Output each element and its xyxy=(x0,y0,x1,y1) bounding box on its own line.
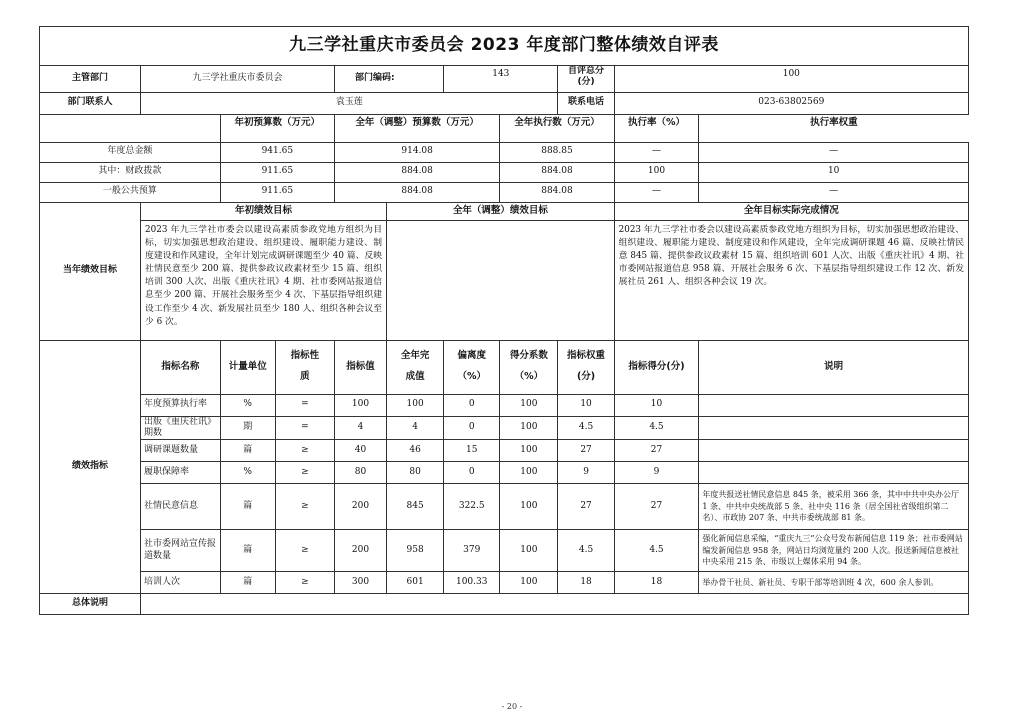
ind-nature: ≥ xyxy=(275,484,334,530)
ind-unit: % xyxy=(220,394,275,416)
ind-name: 社市委网站宣传报道数量 xyxy=(141,530,221,572)
ind-name: 出版《重庆社讯》期数 xyxy=(141,416,221,440)
ind-value: 80 xyxy=(334,462,386,484)
ind-weight: 10 xyxy=(558,394,614,416)
table-row xyxy=(40,416,969,440)
budget-cell: 100 xyxy=(614,162,699,182)
ind-score: 27 xyxy=(614,440,699,462)
ind-note xyxy=(699,416,969,440)
ind-score: 10 xyxy=(614,394,699,416)
phone-value: 023-63802569 xyxy=(614,92,968,114)
ind-done: 4 xyxy=(387,416,444,440)
budget-cell: 10 xyxy=(699,162,969,182)
ind-value: 40 xyxy=(334,440,386,462)
ind-note: 年度共报送社情民意信息 845 条，被采用 366 条，其中中共中央办公厅 1 条、中共中央统战部 5 条、社中央 116 条（居全国社省级组织第二名）、市政协 207 条、中共市委统战部 81 条。 xyxy=(699,484,969,530)
budget-row-label: 其中：财政拨款 xyxy=(40,162,221,182)
budget-header: 年初预算数（万元） xyxy=(220,114,334,142)
ind-score: 9 xyxy=(614,462,699,484)
ind-done: 46 xyxy=(387,440,444,462)
budget-header: 全年执行数（万元） xyxy=(500,114,614,142)
goals-initial-header: 年初绩效目标 xyxy=(141,202,387,220)
table-row xyxy=(40,394,969,416)
contact-label: 部门联系人 xyxy=(40,92,141,114)
table-row xyxy=(40,572,969,594)
contact-value: 袁玉莲 xyxy=(141,92,558,114)
ind-header-weight: 指标权重 (分) xyxy=(558,340,614,394)
ind-name: 培训人次 xyxy=(141,572,221,594)
ind-unit: 篇 xyxy=(220,484,275,530)
goals-adjusted-header: 全年（调整）绩效目标 xyxy=(387,202,615,220)
ind-coef: 100 xyxy=(500,572,558,594)
ind-header-coef: 得分系数 （%） xyxy=(500,340,558,394)
dept-label: 主管部门 xyxy=(40,66,141,93)
budget-cell: — xyxy=(614,142,699,162)
ind-done: 80 xyxy=(387,462,444,484)
ind-dev: 0 xyxy=(444,462,500,484)
ind-name: 社情民意信息 xyxy=(141,484,221,530)
budget-cell: 914.08 xyxy=(334,142,499,162)
budget-header: 执行率权重 xyxy=(699,114,969,142)
ind-note: 举办骨干社员、新社员、专职干部等培训班 4 次，600 余人参训。 xyxy=(699,572,969,594)
goals-actual-header: 全年目标实际完成情况 xyxy=(614,202,968,220)
budget-row-label: 一般公共预算 xyxy=(40,182,221,202)
ind-unit: 篇 xyxy=(220,572,275,594)
budget-corner xyxy=(40,114,221,142)
evaluation-table xyxy=(39,26,969,615)
budget-header: 执行率（%） xyxy=(614,114,699,142)
ind-value: 300 xyxy=(334,572,386,594)
ind-value: 200 xyxy=(334,530,386,572)
ind-unit: % xyxy=(220,462,275,484)
ind-score: 4.5 xyxy=(614,530,699,572)
ind-header-value: 指标值 xyxy=(334,340,386,394)
indicators-section-label: 绩效指标 xyxy=(40,340,141,594)
ind-nature: ≥ xyxy=(275,440,334,462)
budget-cell: — xyxy=(699,142,969,162)
score-label: 自评总分(分) xyxy=(558,66,614,93)
ind-coef: 100 xyxy=(500,530,558,572)
ind-value: 200 xyxy=(334,484,386,530)
budget-row-label: 年度总金额 xyxy=(40,142,221,162)
ind-weight: 9 xyxy=(558,462,614,484)
budget-cell: 941.65 xyxy=(220,142,334,162)
ind-coef: 100 xyxy=(500,484,558,530)
ind-score: 27 xyxy=(614,484,699,530)
ind-header-done: 全年完 成值 xyxy=(387,340,444,394)
ind-name: 年度预算执行率 xyxy=(141,394,221,416)
budget-cell: 884.08 xyxy=(500,182,614,202)
ind-header-score: 指标得分(分) xyxy=(614,340,699,394)
ind-done: 958 xyxy=(387,530,444,572)
budget-cell: 911.65 xyxy=(220,162,334,182)
ind-score: 4.5 xyxy=(614,416,699,440)
ind-nature: ≥ xyxy=(275,530,334,572)
table-row xyxy=(40,530,969,572)
phone-label: 联系电话 xyxy=(558,92,614,114)
ind-note xyxy=(699,462,969,484)
code-value: 143 xyxy=(444,66,558,93)
ind-value: 100 xyxy=(334,394,386,416)
summary-label: 总体说明 xyxy=(40,594,141,615)
goals-actual-text: 2023 年九三学社市委会以建设高素质参政党地方组织为目标，切实加强思想政治建设、组织建设、履职能力建设、制度建设和作风建设，全年完成调研课题 46 篇、反映社情民意 845 篇、提供参政议政素材 15 篇、组织培训 601 人次、出版《重庆社讯》4 期、社市委网站报道信息 958 篇、开展社会服务 6 次、下基层指导组织建设工作 12 次、新发展社员 261 人、组织各种会议 19 次。 xyxy=(614,220,968,340)
table-row xyxy=(40,440,969,462)
ind-unit: 篇 xyxy=(220,440,275,462)
ind-nature: = xyxy=(275,394,334,416)
dept-value: 九三学社重庆市委员会 xyxy=(141,66,335,93)
table-row xyxy=(40,462,969,484)
ind-note xyxy=(699,440,969,462)
ind-weight: 27 xyxy=(558,484,614,530)
ind-unit: 期 xyxy=(220,416,275,440)
code-label: 部门编码: xyxy=(334,66,443,93)
ind-weight: 4.5 xyxy=(558,416,614,440)
ind-name: 调研课题数量 xyxy=(141,440,221,462)
budget-cell: — xyxy=(614,182,699,202)
ind-done: 845 xyxy=(387,484,444,530)
ind-header-note: 说明 xyxy=(699,340,969,394)
budget-cell: 884.08 xyxy=(334,182,499,202)
ind-dev: 0 xyxy=(444,394,500,416)
ind-note xyxy=(699,394,969,416)
ind-unit: 篇 xyxy=(220,530,275,572)
ind-coef: 100 xyxy=(500,440,558,462)
ind-nature: = xyxy=(275,416,334,440)
ind-dev: 379 xyxy=(444,530,500,572)
budget-cell: 911.65 xyxy=(220,182,334,202)
budget-header: 全年（调整）预算数（万元） xyxy=(334,114,499,142)
ind-nature: ≥ xyxy=(275,462,334,484)
ind-value: 4 xyxy=(334,416,386,440)
ind-dev: 0 xyxy=(444,416,500,440)
page-number: - 20 - xyxy=(501,702,523,711)
table-row xyxy=(40,484,969,530)
ind-coef: 100 xyxy=(500,462,558,484)
budget-cell: 888.85 xyxy=(500,142,614,162)
page-title: 九三学社重庆市委员会 2023 年度部门整体绩效自评表 xyxy=(40,27,969,66)
budget-cell: 884.08 xyxy=(334,162,499,182)
ind-coef: 100 xyxy=(500,394,558,416)
ind-coef: 100 xyxy=(500,416,558,440)
goals-initial-text: 2023 年九三学社市委会以建设高素质参政党地方组织为目标，切实加强思想政治建设、组织建设、履职能力建设、制度建设和作风建设，全年计划完成调研课题至少 40 篇、反映社情民意至少 200 篇、提供参政议政素材至少 15 篇、组织培训 300 人次、出版《重庆社讯》4 期、社市委网站报道信息至少 200 篇、开展社会服务至少 4 次、下基层指导组织建设工作至少 4 次、新发展社员至少 180 人、组织各种会议至少 6 次。 xyxy=(141,220,387,340)
ind-weight: 27 xyxy=(558,440,614,462)
summary-value xyxy=(141,594,969,615)
ind-header-dev: 偏离度 （%） xyxy=(444,340,500,394)
ind-name: 履职保障率 xyxy=(141,462,221,484)
budget-cell: 884.08 xyxy=(500,162,614,182)
ind-nature: ≥ xyxy=(275,572,334,594)
ind-done: 100 xyxy=(387,394,444,416)
ind-weight: 4.5 xyxy=(558,530,614,572)
ind-dev: 322.5 xyxy=(444,484,500,530)
score-value: 100 xyxy=(614,66,968,93)
goals-adjusted-text xyxy=(387,220,615,340)
ind-note: 强化新闻信息采编，“重庆九三”公众号发布新闻信息 119 条；社市委网站编发新闻信息 958 条，网站日均浏览量约 200 人次。报送新闻信息被社中央采用 215 条、市级以上媒体采用 94 条。 xyxy=(699,530,969,572)
ind-score: 18 xyxy=(614,572,699,594)
budget-cell: — xyxy=(699,182,969,202)
ind-header-unit: 计量单位 xyxy=(220,340,275,394)
ind-done: 601 xyxy=(387,572,444,594)
ind-weight: 18 xyxy=(558,572,614,594)
ind-header-nature: 指标性 质 xyxy=(275,340,334,394)
ind-dev: 15 xyxy=(444,440,500,462)
ind-dev: 100.33 xyxy=(444,572,500,594)
goals-section-label: 当年绩效目标 xyxy=(40,202,141,340)
ind-header-name: 指标名称 xyxy=(141,340,221,394)
